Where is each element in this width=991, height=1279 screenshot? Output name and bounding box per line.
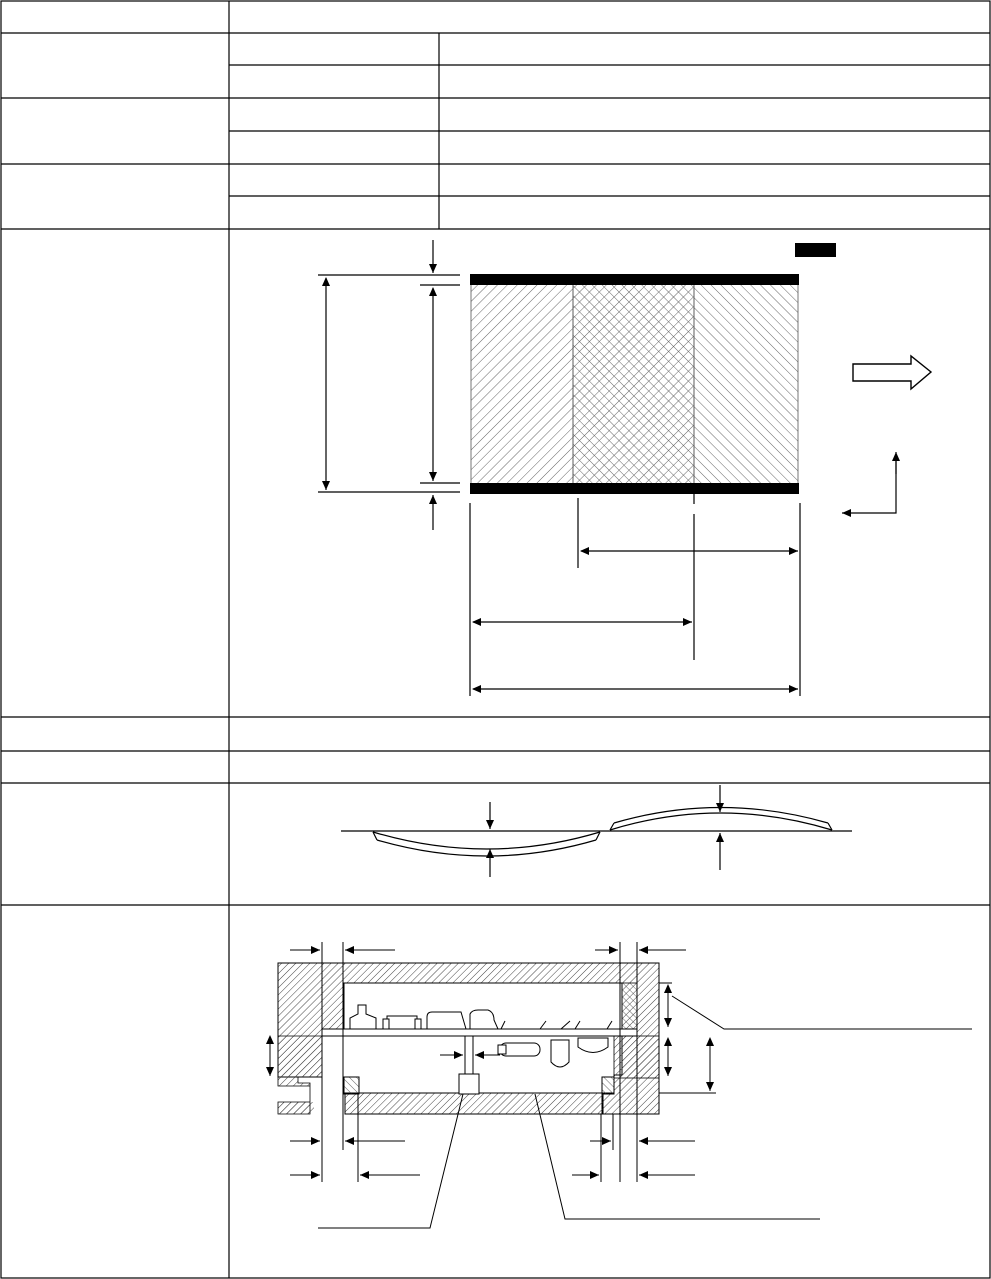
component-top-1: [350, 1005, 376, 1029]
top-band: [470, 274, 799, 285]
pcb-board: [322, 1029, 637, 1036]
base-plate: [345, 1093, 603, 1114]
component-top-2-pad: [415, 1019, 421, 1029]
component-dimension-diagram: [318, 240, 931, 696]
component-bottom-3: [578, 1038, 608, 1053]
wall-right-inner: [622, 983, 637, 1029]
support-left: [344, 1077, 359, 1094]
table-border: [1, 1, 990, 1278]
bottom-band: [470, 483, 799, 494]
marker-block: [795, 243, 836, 257]
cross-section-diagram: [270, 942, 972, 1228]
warp-down-ends: [373, 832, 600, 840]
component-top-2-pad: [383, 1019, 389, 1029]
component-bottom-2: [551, 1040, 569, 1067]
leader-pcb: [672, 996, 972, 1029]
warp-down-shape-inner: [377, 840, 596, 856]
component-bottom-1-pad: [498, 1045, 506, 1054]
terminal-right: [694, 284, 798, 484]
body-center-crosshatch: [573, 284, 694, 484]
component-top-2: [387, 1016, 417, 1029]
component-top-4: [470, 1010, 498, 1029]
terminal-left: [471, 284, 573, 484]
component-top-5: [501, 1021, 612, 1029]
support-right: [602, 1077, 614, 1094]
bend-arrow-icon: [842, 456, 896, 513]
warp-diagram: [341, 785, 852, 877]
connector-pin: [465, 1036, 473, 1074]
component-top-3: [427, 1012, 466, 1029]
direction-arrow-icon: [853, 356, 931, 389]
housing-left-lower: [278, 1036, 322, 1114]
connector-base: [459, 1074, 479, 1094]
warp-down-shape: [373, 832, 600, 849]
warp-up-ends: [610, 823, 832, 830]
table-grid: [1, 1, 990, 1278]
